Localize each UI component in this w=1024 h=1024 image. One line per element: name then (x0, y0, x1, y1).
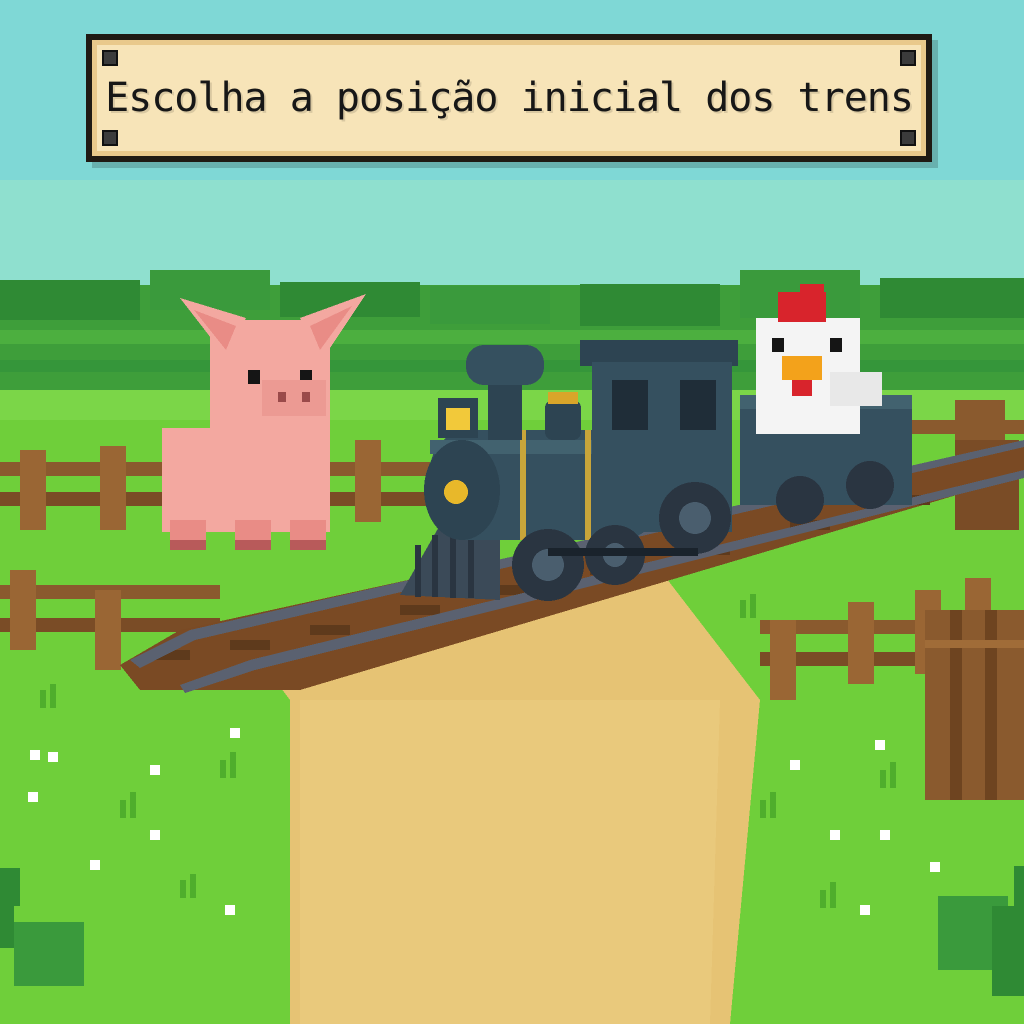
rivet-icon (900, 130, 916, 146)
rivet-icon (900, 50, 916, 66)
wooden-crate (925, 610, 1024, 800)
rivet-icon (102, 130, 118, 146)
banner-title: Escolha a posição inicial dos trens (105, 75, 913, 121)
rivet-icon (102, 50, 118, 66)
instruction-banner (86, 34, 932, 162)
